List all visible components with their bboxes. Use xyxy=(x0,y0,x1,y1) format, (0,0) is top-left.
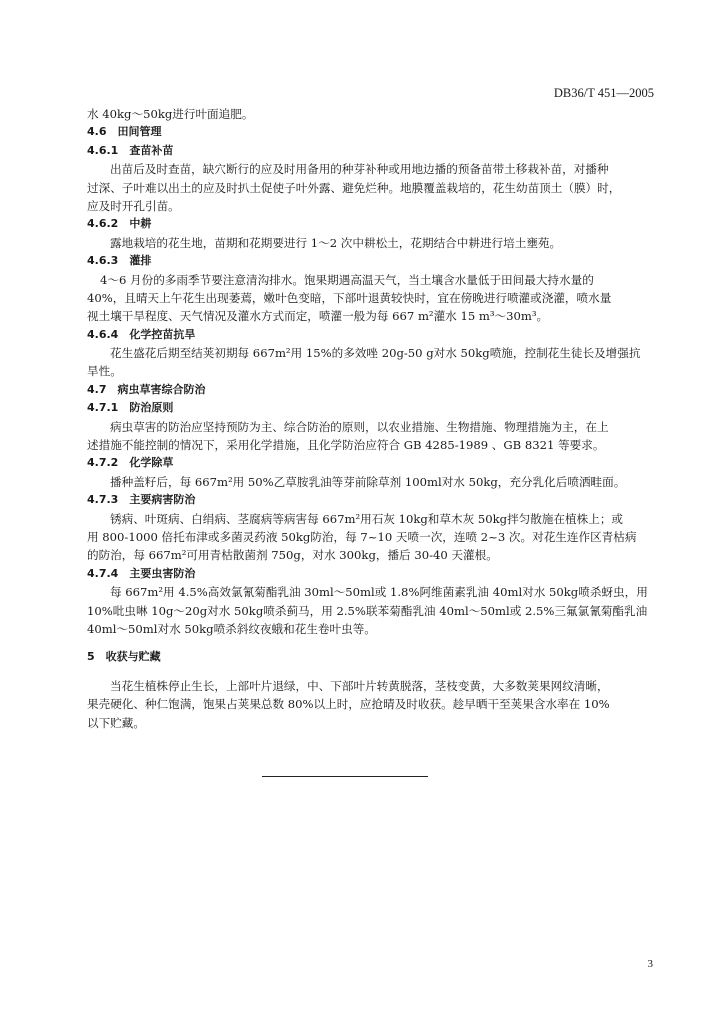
section-heading-4-7-1: 4.7.1 防治原则 xyxy=(87,401,174,415)
doc-code-header: DB36/T 451—2005 xyxy=(553,86,654,100)
section-heading-4-6-4: 4.6.4 化学控苗抗旱 xyxy=(87,327,196,341)
section-heading-4-7-3: 4.7.3 主要病害防治 xyxy=(87,493,196,507)
body-line: 40%，且晴天上午花生出现萎蔫，嫩叶色变暗，下部叶退黄较快时，宜在傍晚进行喷灌或浇灌，喷水量 xyxy=(87,290,612,305)
section-heading-4-6-3: 4.6.3 灌排 xyxy=(87,254,152,268)
body-line: 应及时开孔引苗。 xyxy=(87,198,180,213)
section-heading-4-6-1: 4.6.1 查苗补苗 xyxy=(87,143,174,157)
body-line: 出苗后及时查苗，缺穴断行的应及时用备用的种芽补种或用地边播的预备苗带土移栽补苗，对播种 xyxy=(110,162,609,177)
body-line: 病虫草害的防治应坚持预防为主、综合防治的原则，以农业措施、生物措施、物理措施为主，在上 xyxy=(110,419,609,434)
body-line: 40ml～50ml对水 50kg喷杀斜纹夜蛾和花生卷叶虫等。 xyxy=(87,621,376,636)
body-line: 以下贮藏。 xyxy=(87,715,145,730)
section-heading-4-7: 4.7 病虫草害综合防治 xyxy=(87,382,206,396)
body-line: 10%吡虫啉 10g～20g对水 50kg喷杀蓟马，用 2.5%联苯菊酯乳油 40ml～50ml或 2.5%三氟氯氰菊酯乳油 xyxy=(87,603,648,618)
body-line: 述措施不能控制的情况下，采用化学措施，且化学防治应符合 GB 4285-1989 、GB 8321 等要求。 xyxy=(87,438,605,453)
section-heading-4-6: 4.6 田间管理 xyxy=(87,125,162,139)
body-line: 用 800-1000 倍托布津或多菌灵药液 50kg防治，每 7~10 天喷一次，连喷 2~3 次。对花生连作区青枯病 xyxy=(87,529,637,544)
page-number: 3 xyxy=(647,958,653,970)
section-heading-5: 5 收获与贮藏 xyxy=(87,650,161,664)
body-line: 旱性。 xyxy=(87,364,122,379)
body-line: 当花生植株停止生长，上部叶片退绿，中、下部叶片转黄脱落，茎枝变黄，大多数荚果网纹清晰， xyxy=(110,678,609,693)
section-heading-4-7-4: 4.7.4 主要虫害防治 xyxy=(87,566,196,580)
body-line: 锈病、叶斑病、白绢病、茎腐病等病害每 667m²用石灰 10kg和草木灰 50kg拌匀散施在植株上；或 xyxy=(110,511,624,526)
body-line: 每 667m²用 4.5%高效氯氰菊酯乳油 30ml～50ml或 1.8%阿维菌素乳油 40ml对水 50kg喷杀蚜虫，用 xyxy=(110,585,648,600)
body-line: 4～6 月份的多雨季节要注意清沟排水。饱果期遇高温天气，当土壤含水量低于田间最大持水量的 xyxy=(100,272,594,287)
section-heading-4-6-2: 4.6.2 中耕 xyxy=(87,217,152,231)
document-body xyxy=(87,105,657,732)
section-heading-4-7-2: 4.7.2 化学除草 xyxy=(87,456,174,470)
end-rule xyxy=(262,776,428,777)
body-line: 水 40kg～50kg进行叶面追肥。 xyxy=(87,107,254,121)
body-line: 露地栽培的花生地，苗期和花期要进行 1～2 次中耕松土，花期结合中耕进行培土壅苑。 xyxy=(110,235,562,250)
body-line: 过深、子叶难以出土的应及时扒土促使子叶外露、避免烂种。地膜覆盖栽培的，花生幼苗顶土（膜）时， xyxy=(87,180,621,195)
body-line: 花生盛花后期至结荚初期每 667m²用 15%的多效唑 20g-50 g对水 50kg喷施，控制花生徒长及增强抗 xyxy=(110,346,641,361)
body-line: 播种盖籽后，每 667m²用 50%乙草胺乳油等芽前除草剂 100ml对水 50kg，充分乳化后喷洒畦面。 xyxy=(110,474,626,489)
body-line: 视土壤干旱程度、天气情况及灌水方式而定，喷灌一般为每 667 m²灌水 15 m³～30m³。 xyxy=(87,309,549,324)
body-line: 的防治，每 667m²可用青枯散菌剂 750g，对水 300kg，播后 30-40 天灌根。 xyxy=(87,548,498,563)
body-line: 果壳硬化、种仁饱满，饱果占荚果总数 80%以上时，应抢晴及时收获。趁早晒干至荚果含水率在 10% xyxy=(87,697,610,712)
